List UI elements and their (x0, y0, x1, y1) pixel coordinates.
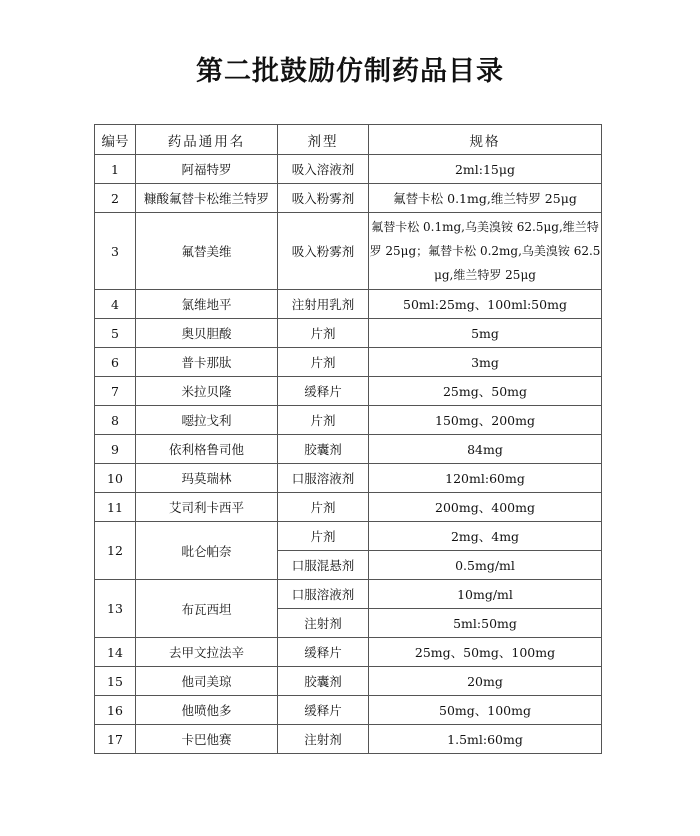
drug-name: 他喷他多 (136, 696, 278, 725)
dosage-form: 胶囊剂 (278, 435, 369, 464)
dosage-form: 片剂 (278, 493, 369, 522)
drug-name: 糠酸氟替卡松维兰特罗 (136, 184, 278, 213)
row-number: 16 (95, 696, 136, 725)
document-title: 第二批鼓励仿制药品目录 (196, 56, 504, 87)
header-number: 编号 (95, 125, 136, 155)
specification: 氟替卡松 0.1mg,乌美溴铵 62.5μg,维兰特罗 25μg；氟替卡松 0.2mg,乌美溴铵 62.5μg,维兰特罗 25μg (369, 213, 602, 290)
row-number: 7 (95, 377, 136, 406)
dosage-form: 胶囊剂 (278, 667, 369, 696)
specification: 0.5mg/ml (369, 551, 602, 580)
specification: 120ml:60mg (369, 464, 602, 493)
table-row (95, 184, 602, 213)
drug-catalog-table (94, 124, 602, 754)
table-row (95, 406, 602, 435)
row-number: 3 (95, 213, 136, 290)
dosage-form: 吸入粉雾剂 (278, 213, 369, 290)
table-row (95, 696, 602, 725)
dosage-form: 注射剂 (278, 725, 369, 754)
table-row (95, 348, 602, 377)
table-row (95, 667, 602, 696)
dosage-form: 吸入溶液剂 (278, 155, 369, 184)
dosage-form: 口服混悬剂 (278, 551, 369, 580)
drug-name: 布瓦西坦 (136, 580, 278, 638)
drug-name: 依利格鲁司他 (136, 435, 278, 464)
table-row (95, 377, 602, 406)
specification: 20mg (369, 667, 602, 696)
row-number: 6 (95, 348, 136, 377)
drug-name: 卡巴他赛 (136, 725, 278, 754)
dosage-form: 片剂 (278, 319, 369, 348)
drug-name: 噁拉戈利 (136, 406, 278, 435)
specification: 2mg、4mg (369, 522, 602, 551)
drug-name: 氯维地平 (136, 290, 278, 319)
table-row (95, 580, 602, 609)
dosage-form: 缓释片 (278, 638, 369, 667)
row-number: 13 (95, 580, 136, 638)
dosage-form: 口服溶液剂 (278, 464, 369, 493)
specification: 50ml:25mg、100ml:50mg (369, 290, 602, 319)
row-number: 1 (95, 155, 136, 184)
specification: 84mg (369, 435, 602, 464)
specification: 2ml:15μg (369, 155, 602, 184)
row-number: 2 (95, 184, 136, 213)
drug-name: 艾司利卡西平 (136, 493, 278, 522)
row-number: 4 (95, 290, 136, 319)
specification: 5mg (369, 319, 602, 348)
header-dosage-form: 剂型 (278, 125, 369, 155)
row-number: 15 (95, 667, 136, 696)
dosage-form: 口服溶液剂 (278, 580, 369, 609)
drug-name: 阿福特罗 (136, 155, 278, 184)
specification: 25mg、50mg (369, 377, 602, 406)
table-row (95, 213, 602, 290)
row-number: 12 (95, 522, 136, 580)
dosage-form: 吸入粉雾剂 (278, 184, 369, 213)
drug-name: 米拉贝隆 (136, 377, 278, 406)
header-specification: 规格 (369, 125, 602, 155)
row-number: 8 (95, 406, 136, 435)
table-row (95, 522, 602, 551)
drug-name: 氟替美维 (136, 213, 278, 290)
specification: 10mg/ml (369, 580, 602, 609)
dosage-form: 片剂 (278, 348, 369, 377)
table-row (95, 435, 602, 464)
drug-name: 他司美琼 (136, 667, 278, 696)
specification: 25mg、50mg、100mg (369, 638, 602, 667)
row-number: 11 (95, 493, 136, 522)
header-generic-name: 药品通用名 (136, 125, 278, 155)
dosage-form: 片剂 (278, 406, 369, 435)
specification: 1.5ml:60mg (369, 725, 602, 754)
dosage-form: 注射剂 (278, 609, 369, 638)
row-number: 14 (95, 638, 136, 667)
dosage-form: 缓释片 (278, 696, 369, 725)
row-number: 10 (95, 464, 136, 493)
table-row (95, 493, 602, 522)
row-number: 17 (95, 725, 136, 754)
table-row (95, 638, 602, 667)
table-row (95, 290, 602, 319)
specification: 50mg、100mg (369, 696, 602, 725)
drug-name: 吡仑帕奈 (136, 522, 278, 580)
dosage-form: 注射用乳剂 (278, 290, 369, 319)
row-number: 9 (95, 435, 136, 464)
drug-name: 玛莫瑞林 (136, 464, 278, 493)
table-row (95, 725, 602, 754)
specification: 氟替卡松 0.1mg,维兰特罗 25μg (369, 184, 602, 213)
table-row (95, 319, 602, 348)
row-number: 5 (95, 319, 136, 348)
dosage-form: 片剂 (278, 522, 369, 551)
specification: 3mg (369, 348, 602, 377)
specification: 150mg、200mg (369, 406, 602, 435)
drug-name: 去甲文拉法辛 (136, 638, 278, 667)
table-row (95, 155, 602, 184)
specification: 200mg、400mg (369, 493, 602, 522)
table-row (95, 464, 602, 493)
drug-name: 奥贝胆酸 (136, 319, 278, 348)
table-header-row (95, 125, 602, 155)
drug-name: 普卡那肽 (136, 348, 278, 377)
dosage-form: 缓释片 (278, 377, 369, 406)
specification: 5ml:50mg (369, 609, 602, 638)
